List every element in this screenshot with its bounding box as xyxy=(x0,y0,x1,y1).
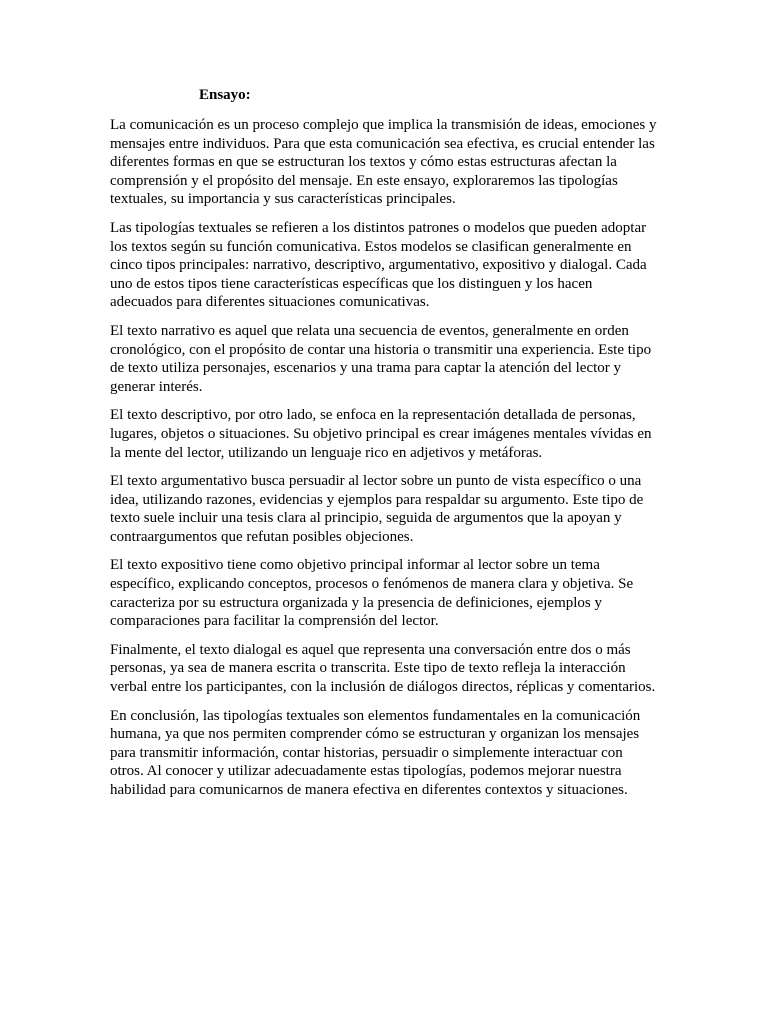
paragraph-typologies: Las tipologías textuales se refieren a los distintos patrones o modelos que pueden adoptar los textos según su función comunicativa. Estos modelos se clasifican generalmente en cinco tipos principales: narrativo, descriptivo, argumentativo, expositivo y dialogal. Cada uno de estos tipos tiene características específicas que los distinguen y los hacen adecuados para diferentes situaciones comunicativas. xyxy=(110,219,647,311)
document-page xyxy=(110,86,658,810)
paragraph-conclusion: En conclusión, las tipologías textuales son elementos fundamentales en la comunicación humana, ya que nos permiten comprender cómo se estructuran y organizan los mensajes para transmitir información, contar historias, persuadir o simplemente interactuar con otros. Al conocer y utilizar adecuadamente estas tipologías, podemos mejorar nuestra habilidad para comunicarnos de manera efectiva en diferentes contextos y situaciones. xyxy=(110,707,641,798)
essay-title: Ensayo: xyxy=(199,87,251,103)
paragraph-argumentative: El texto argumentativo busca persuadir al lector sobre un punto de vista específico o una idea, utilizando razones, evidencias y ejemplos para respaldar su argumento. Este tipo de texto suele incluir una tesis clara al principio, seguida de argumentos que la apoyan y contraargumentos que refutan posibles objeciones. xyxy=(110,473,644,545)
paragraph-narrative: El texto narrativo es aquel que relata una secuencia de eventos, generalmente en orden cronológico, con el propósito de contar una historia o transmitir una experiencia. Este tipo de texto utiliza personajes, escenarios y una trama para captar la atención del lector y generar interés. xyxy=(110,322,652,395)
paragraph-expository: El texto expositivo tiene como objetivo principal informar al lector sobre un tema específico, explicando conceptos, procesos o fenómenos de manera clara y objetiva. Se caracteriza por su estructura organizada y la presencia de definiciones, ejemplos y comparaciones para facilitar la comprensión del lector. xyxy=(110,557,634,630)
paragraph-descriptive: El texto descriptivo, por otro lado, se enfoca en la representación detallada de personas, lugares, objetos o situaciones. Su objetivo principal es crear imágenes mentales vívidas en la mente del lector, utilizando un lenguaje rico en adjetivos y metáforas. xyxy=(110,407,652,461)
paragraph-dialogal: Finalmente, el texto dialogal es aquel que representa una conversación entre dos o más personas, ya sea de manera escrita o transcrita. Este tipo de texto refleja la interacción verbal entre los participantes, con la inclusión de diálogos directos, réplicas y comentarios. xyxy=(110,641,656,696)
paragraph-introduction: La comunicación es un proceso complejo que implica la transmisión de ideas, emociones y mensajes entre individuos. Para que esta comunicación sea efectiva, es crucial entender las diferentes formas en que se estructuran los textos y cómo estas estructuras afectan la comprensión y el propósito del mensaje. En este ensayo, exploraremos las tipologías textuales, su importancia y sus características principales. xyxy=(110,117,657,208)
